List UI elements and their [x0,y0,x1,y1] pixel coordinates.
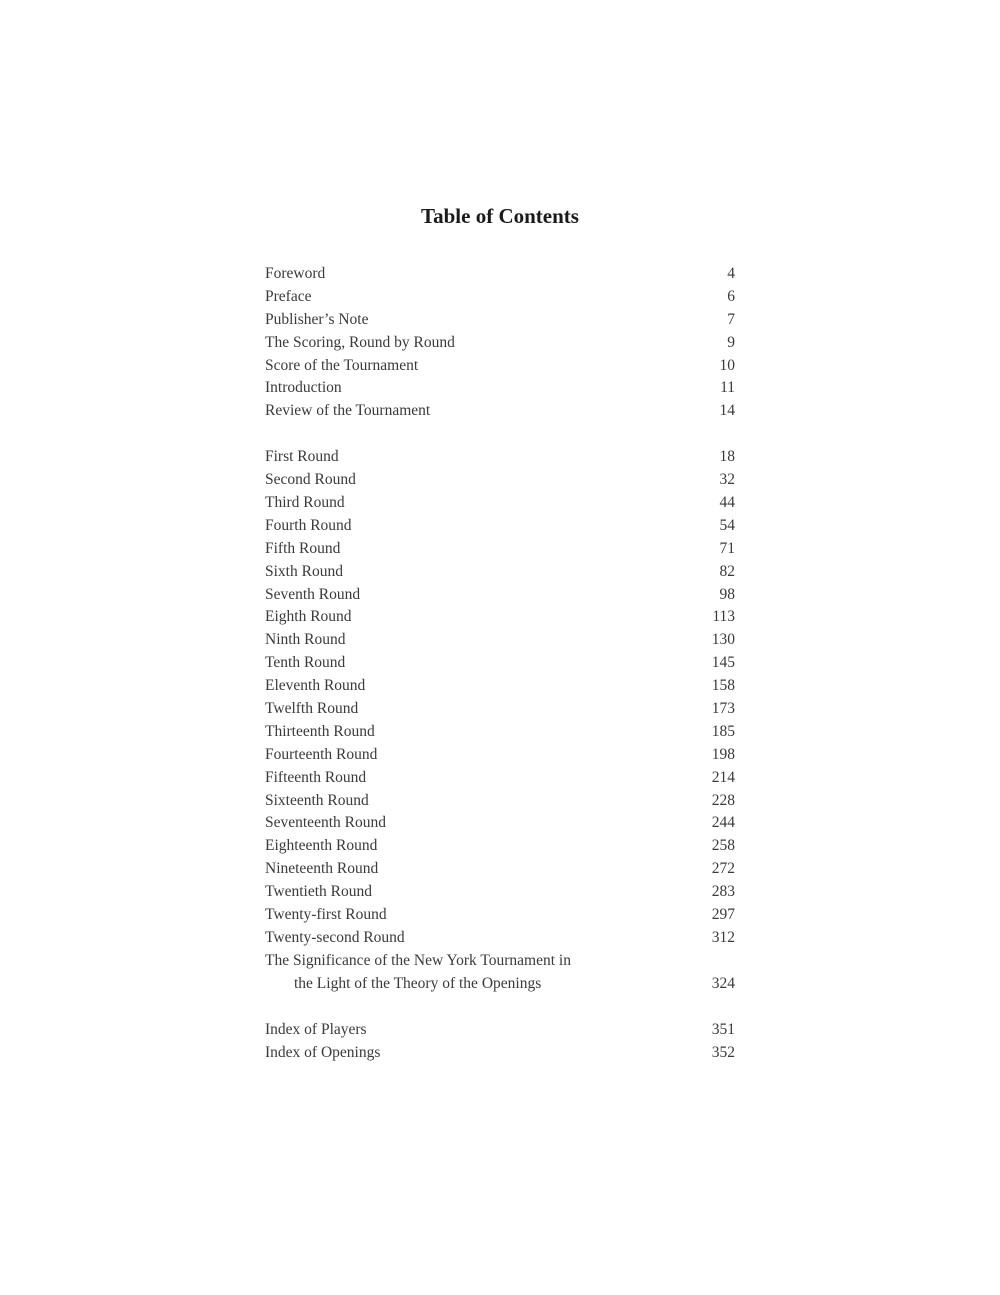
toc-entry[interactable] [265,355,735,378]
toc-page-number: 11 [720,379,735,397]
toc-entry-title: Introduction [265,379,342,397]
toc-entry[interactable] [265,881,735,904]
toc-page-number: 113 [712,608,735,626]
toc-entry[interactable] [265,1042,735,1065]
toc-entry[interactable] [265,263,735,286]
toc-section [265,263,735,423]
toc-page-number: 44 [719,494,735,512]
toc-section [265,446,735,995]
toc-entry[interactable] [265,812,735,835]
toc-entry-title: Foreword [265,265,326,282]
toc-entry[interactable] [265,606,735,629]
toc-page-number: 324 [711,974,735,992]
toc-entry[interactable] [265,469,735,492]
toc-page-number: 272 [711,860,735,878]
toc-entry-title: Fourth Round [265,516,352,534]
toc-page-number: 10 [719,356,735,374]
toc-page-number: 98 [719,585,735,603]
toc-entry-title: the Light of the Theory of the Openings [294,974,542,992]
toc-entry[interactable] [265,286,735,309]
toc-entry[interactable] [265,309,735,332]
toc-entry[interactable] [265,652,735,675]
toc-entry-title: Index of Players [265,1020,367,1038]
toc-entry-title: Thirteenth Round [265,722,375,740]
toc-page-number: 158 [711,677,735,695]
toc-page-number: 4 [727,265,735,282]
toc-page-number: 198 [711,745,735,763]
toc-section [265,1019,735,1065]
toc-entry-title: Seventh Round [265,585,361,603]
toc-entry-title: Eighth Round [265,608,352,626]
toc-entry-title: Sixth Round [265,562,343,580]
toc-entry[interactable] [265,446,735,469]
toc-entry[interactable] [265,767,735,790]
toc-page-number: 351 [711,1020,735,1038]
toc-entry-title: Index of Openings [265,1043,381,1061]
toc-page-number: 173 [711,700,735,718]
toc-page-number: 297 [711,906,735,924]
toc-entry[interactable] [265,973,735,996]
toc-entry-title: Twentieth Round [265,883,372,901]
toc-page-number: 185 [711,722,735,740]
toc-entry-title: Preface [265,287,312,305]
toc-page-number: 312 [711,928,735,946]
toc-entry[interactable] [265,721,735,744]
toc-entry[interactable] [265,400,735,423]
toc-entry[interactable] [265,629,735,652]
toc-page-number: 283 [711,883,735,901]
toc-entry-title: Tenth Round [265,654,346,672]
toc-entry[interactable] [265,675,735,698]
toc-entry-title: Sixteenth Round [265,791,369,809]
toc-entry-title: Third Round [265,494,345,512]
toc-page-number: 145 [711,654,735,672]
toc-entry[interactable] [265,950,735,973]
toc-entry-title: Twelfth Round [265,700,359,718]
toc-entry-title: Twenty-second Round [265,928,405,946]
toc-page-number: 14 [719,402,735,420]
toc-page-number: 214 [711,768,735,786]
toc-page-number: 244 [711,814,735,832]
toc-entry[interactable] [265,1019,735,1042]
page-title: Table of Contents [421,204,579,228]
toc-entry-title: Second Round [265,471,356,489]
toc-entry[interactable] [265,538,735,561]
toc-entry[interactable] [265,858,735,881]
toc-entry[interactable] [265,744,735,767]
toc-entry-title: First Round [265,448,339,466]
toc-entry-title: Fifth Round [265,539,341,557]
toc-entry[interactable] [265,492,735,515]
toc-page-number: 6 [727,287,735,305]
toc-entry-title: Fourteenth Round [265,745,378,763]
toc-entry[interactable] [265,584,735,607]
toc-page-number: 7 [727,310,735,328]
toc-entry[interactable] [265,904,735,927]
toc-page-number: 71 [719,539,735,557]
table-of-contents [265,263,735,1087]
toc-page-number: 32 [719,471,735,489]
toc-entry-title: Eleventh Round [265,677,366,695]
toc-entry-title: The Significance of the New York Tournament in [265,951,571,969]
toc-page-number: 130 [711,631,735,649]
toc-page-number: 258 [711,837,735,855]
toc-page-number: 9 [727,333,735,351]
toc-entry-title: Twenty-first Round [265,906,387,924]
toc-entry[interactable] [265,332,735,355]
toc-entry[interactable] [265,835,735,858]
toc-page-number: 54 [719,516,735,534]
toc-entry-title: Ninth Round [265,631,346,649]
toc-entry-title: Eighteenth Round [265,837,378,855]
toc-entry[interactable] [265,698,735,721]
toc-entry-title: Score of the Tournament [265,356,419,374]
toc-entry-title: Fifteenth Round [265,768,367,786]
toc-page-number: 18 [719,448,735,466]
toc-entry[interactable] [265,927,735,950]
toc-entry-title: The Scoring, Round by Round [265,333,455,351]
toc-entry[interactable] [265,790,735,813]
toc-page-number: 352 [711,1043,735,1061]
toc-entry[interactable] [265,377,735,400]
toc-entry[interactable] [265,561,735,584]
toc-entry[interactable] [265,515,735,538]
toc-entry-title: Seventeenth Round [265,814,386,832]
toc-entry-title: Nineteenth Round [265,860,379,878]
toc-entry-title: Review of the Tournament [265,402,431,420]
toc-entry-title: Publisher’s Note [265,310,369,328]
toc-page-number: 82 [719,562,735,580]
toc-page-number: 228 [711,791,735,809]
